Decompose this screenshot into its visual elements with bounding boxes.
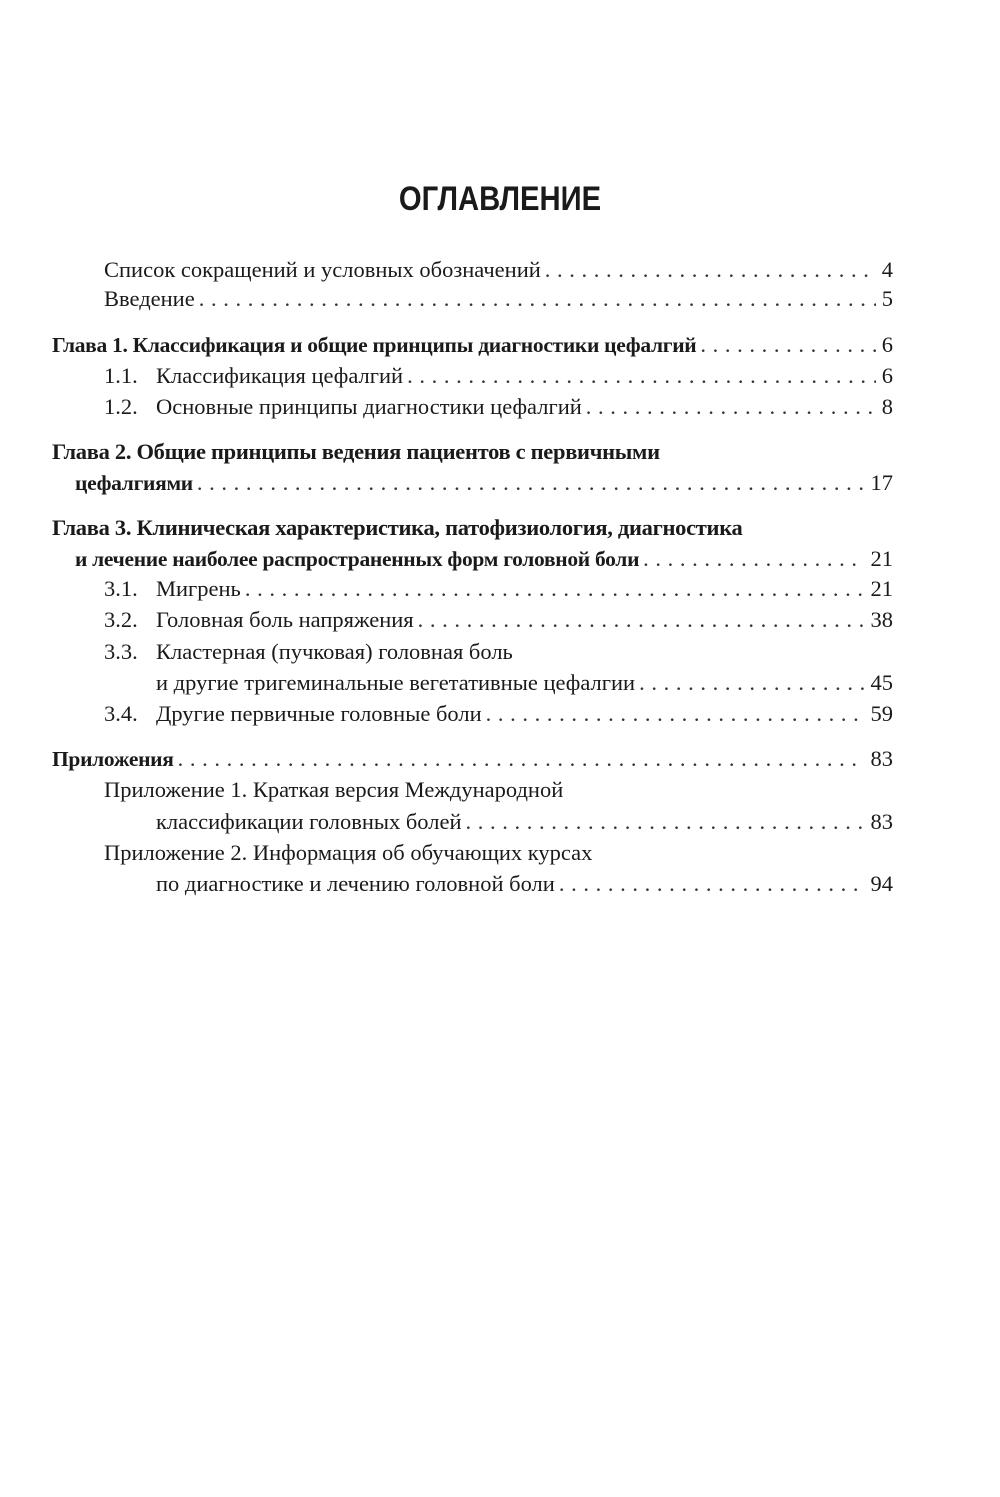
toc-entry-label: Кластерная (пучковая) головная боль (156, 639, 513, 664)
toc-entry-label: Список сокращений и условных обозначений (104, 257, 541, 282)
toc-entry-label: и лечение наиболее распространенных форм головной боли (75, 547, 640, 571)
dot-leader (199, 283, 876, 314)
section-number: 1.1. (104, 363, 138, 388)
toc-entry-section-3-1[interactable] (104, 573, 893, 604)
toc-entry-label: Приложения (52, 747, 174, 771)
dot-leader (559, 868, 865, 899)
page-number: 6 (881, 363, 893, 388)
page-number: 83 (870, 809, 893, 834)
toc-entry-label: цефалгиями (75, 471, 193, 495)
dot-leader (407, 360, 876, 391)
toc-entry-label: Основные принципы диагностики цефалгий (156, 394, 582, 419)
dot-leader (586, 391, 876, 422)
dot-leader (197, 467, 865, 498)
toc-entry-label: Классификация цефалгий (156, 363, 404, 388)
toc-entry-chapter-2-line-1[interactable]: Глава 2. Общие принципы ведения пациентов с первичными (52, 439, 660, 464)
toc-entry-appendices[interactable] (52, 743, 893, 775)
section-number: 3.4. (104, 701, 138, 726)
page-number: 6 (881, 332, 893, 357)
toc-entry-chapter-3[interactable] (75, 543, 893, 575)
page-number: 83 (870, 746, 893, 771)
page-number: 59 (870, 701, 893, 726)
page-title: ОГЛАВЛЕНИЕ (398, 180, 602, 218)
dot-leader (245, 573, 865, 604)
page-number: 21 (870, 546, 893, 571)
toc-entry-label: Мигрень (156, 576, 241, 601)
toc-entry-section-3-4[interactable] (104, 698, 893, 729)
section-number: 1.2. (104, 394, 138, 419)
page-number: 17 (870, 470, 893, 495)
page-number: 5 (881, 286, 893, 311)
toc-entry-section-1-1[interactable] (104, 360, 893, 391)
page-number: 38 (870, 607, 893, 632)
toc-entry-label: Введение (104, 286, 195, 311)
dot-leader (639, 667, 864, 698)
toc-entry-label: Глава 1. Классификация и общие принципы диагностики цефалгий (52, 333, 697, 357)
toc-entry-label: по диагностике и лечению головной боли (156, 871, 555, 896)
dot-leader (486, 698, 865, 729)
dot-leader (643, 543, 864, 574)
toc-entry-label: классификации головных болей (156, 809, 462, 834)
toc-entry-section-3-3[interactable] (156, 667, 893, 698)
toc-entry-section-3-2[interactable] (104, 604, 893, 635)
page-number: 4 (881, 257, 893, 282)
toc-entry-appendix-1-line-1[interactable]: Приложение 1. Краткая версия Международной (104, 777, 564, 802)
dot-leader (700, 329, 875, 360)
dot-leader (466, 806, 865, 837)
toc-entry-chapter-1[interactable] (52, 329, 893, 361)
toc-entry-chapter-3-line-1[interactable]: Глава 3. Клиническая характеристика, патофизиология, диагностика (52, 515, 743, 540)
toc-entry-section-3-3-line-1[interactable] (104, 636, 513, 667)
toc-entry-introduction[interactable] (104, 283, 893, 314)
page-number: 21 (870, 576, 893, 601)
dot-leader (545, 254, 876, 285)
page-number: 94 (870, 871, 893, 896)
page-number: 8 (881, 394, 893, 419)
toc-entry-abbreviations[interactable] (104, 254, 893, 285)
dot-leader (418, 604, 865, 635)
section-number: 3.1. (104, 576, 138, 601)
toc-entry-appendix-1[interactable] (156, 806, 893, 837)
toc-entry-label: Головная боль напряжения (156, 607, 414, 632)
toc-entry-appendix-2[interactable] (156, 868, 893, 899)
dot-leader (178, 743, 865, 774)
section-number: 3.3. (104, 639, 138, 664)
toc-entry-appendix-2-line-1[interactable]: Приложение 2. Информация об обучающих курсах (104, 840, 593, 865)
toc-entry-label: и другие тригеминальные вегетативные цефалгии (156, 670, 636, 695)
toc-entry-section-1-2[interactable] (104, 391, 893, 422)
toc-entry-label: Другие первичные головные боли (156, 701, 482, 726)
toc-entry-chapter-2[interactable] (75, 467, 893, 499)
page-number: 45 (870, 670, 893, 695)
section-number: 3.2. (104, 607, 138, 632)
